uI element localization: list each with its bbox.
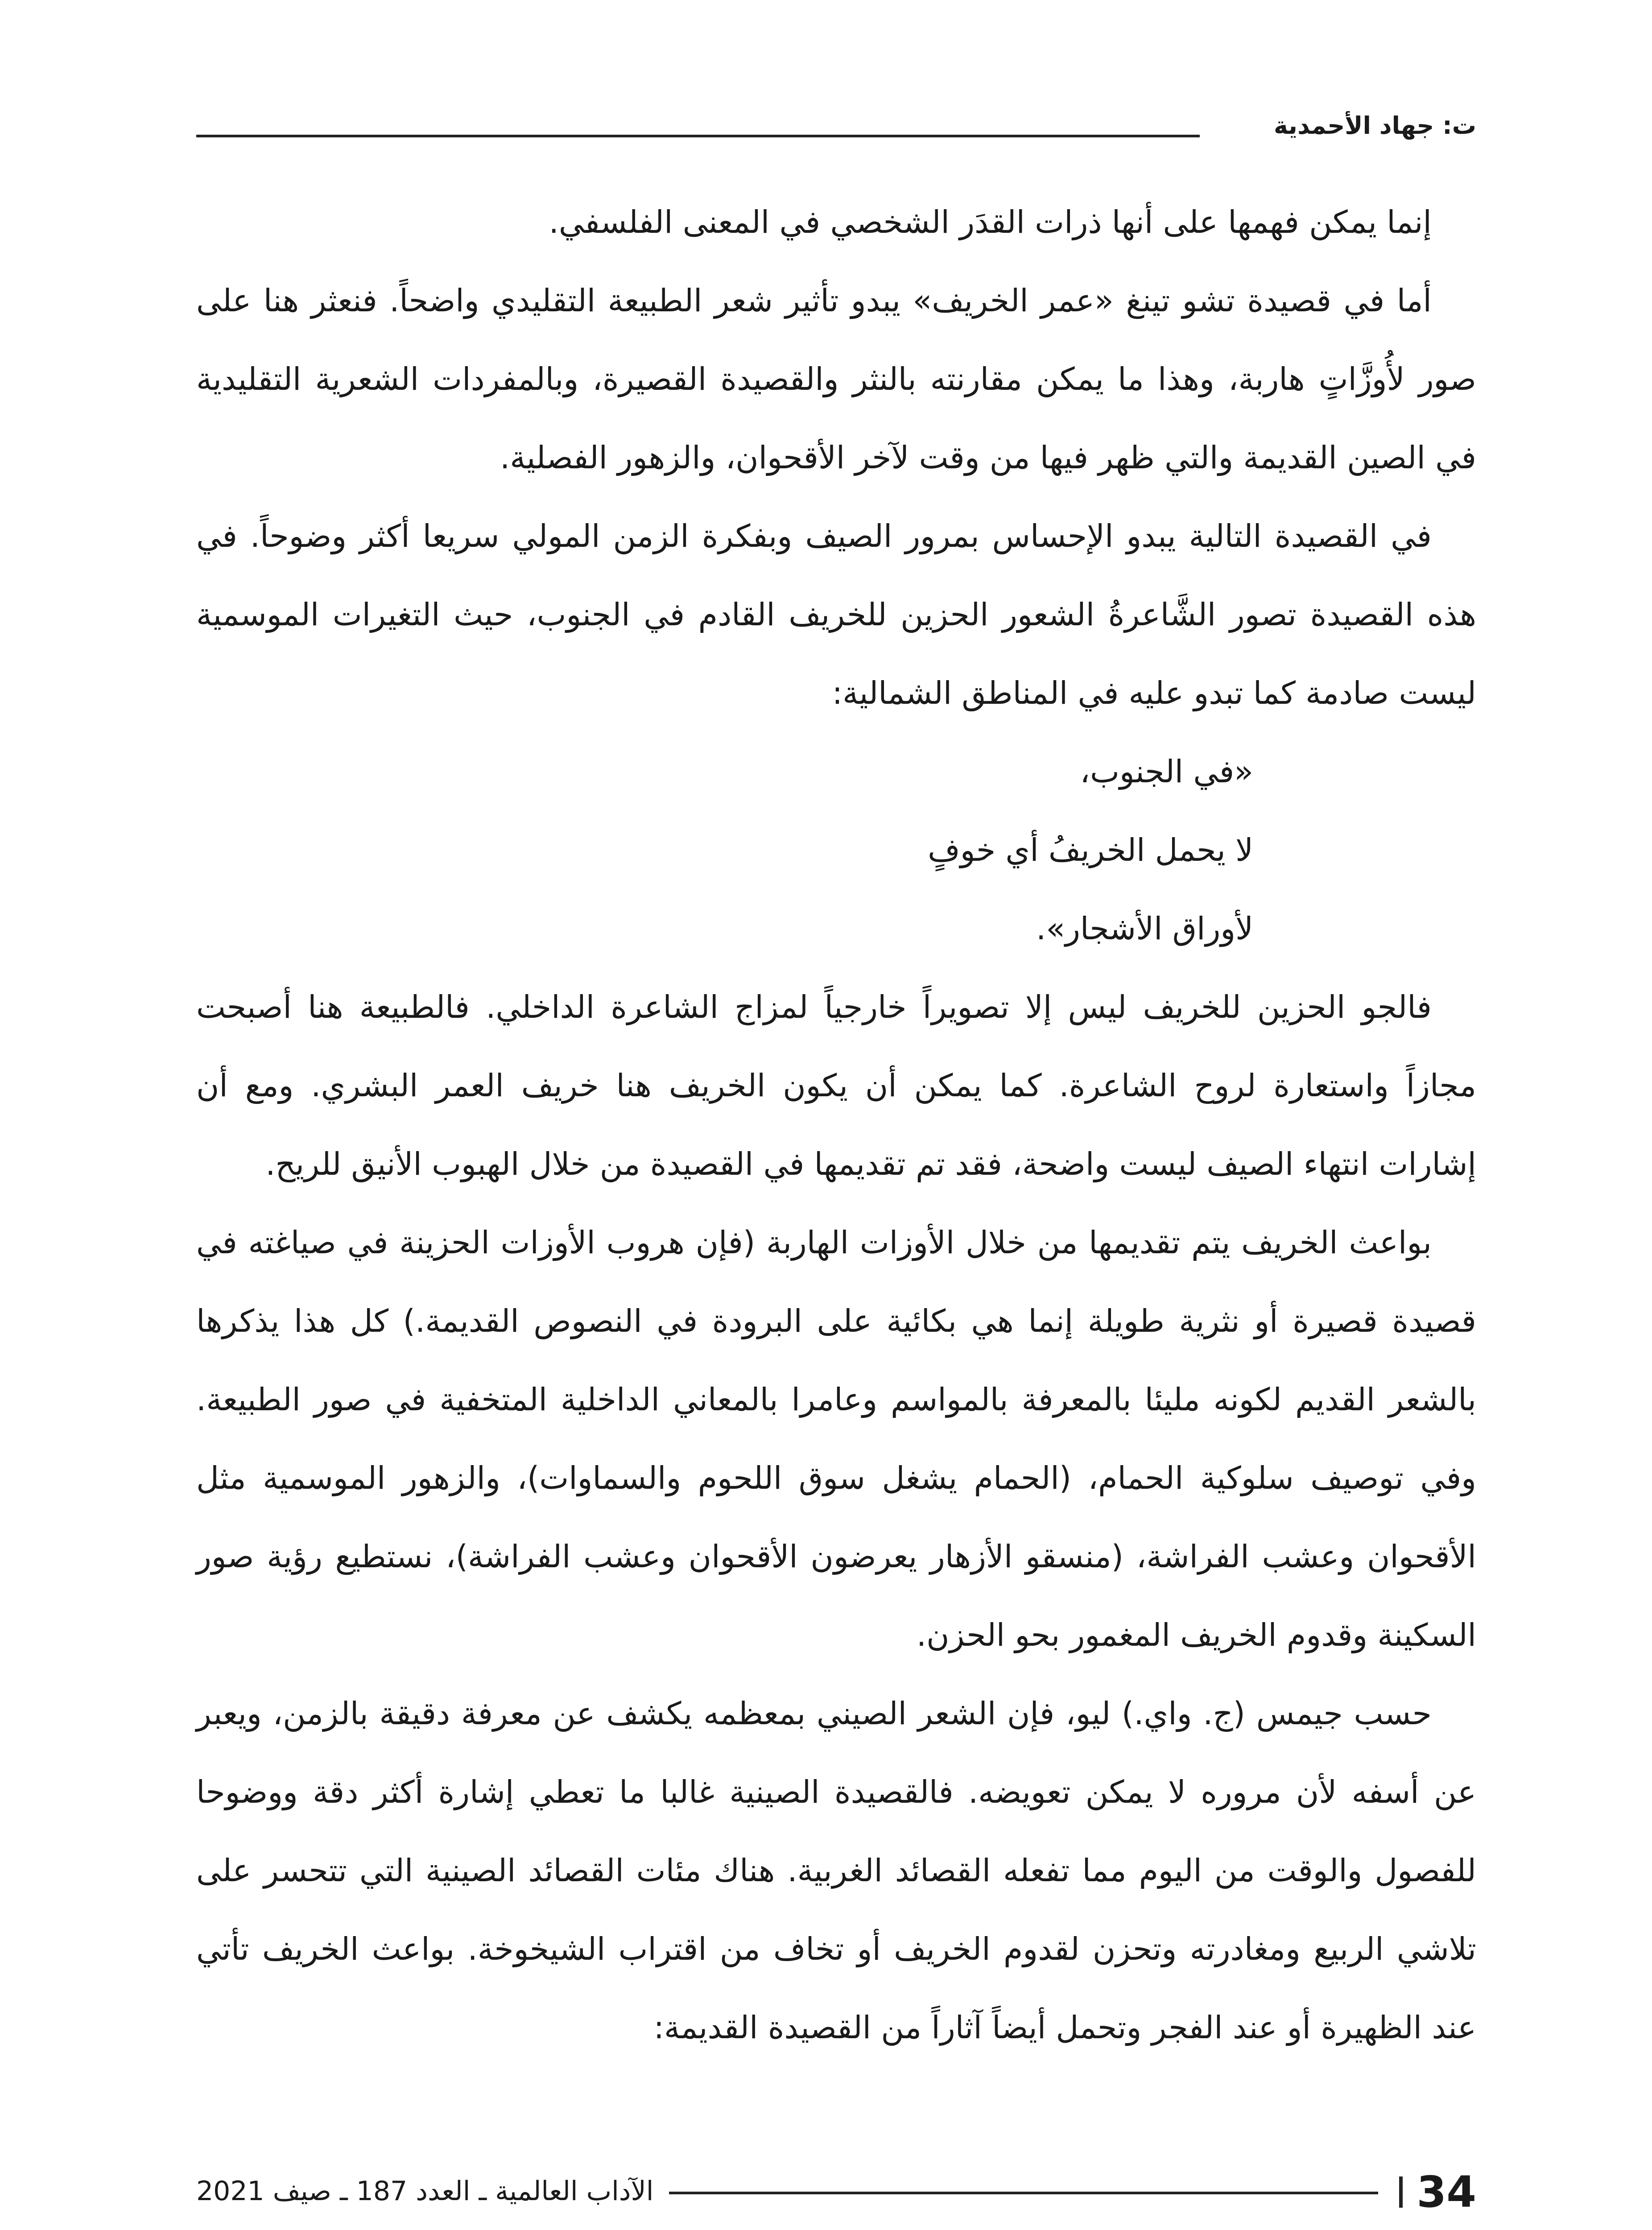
footer-separator [1399,2176,1403,2208]
paragraph: حسب جيمس (ج. واي.) ليو، فإن الشعر الصيني بمعظمه يكشف عن معرفة دقيقة بالزمن، ويعبر عن أسفه لأن مروره لا يمكن تعويضه. فالقصيدة الصينية غالبا ما تعطي إشارة أكثر دقة ووضوحا للفصول والوقت من اليوم مما تفعله القصائد الغربية. هناك مئات القصائد الصينية التي تتحسر على تلاشي الربيع ومغادرته وتحزن لقدوم الخريف أو تخاف من اقتراب الشيخوخة. بواعث الخريف تأتي عند الظهيرة أو عند الفجر وتحمل أيضاً آثاراً من القصيدة القديمة: [196,1695,1476,2046]
poem-quote [196,732,1476,968]
page-number: 34 [1417,2167,1476,2217]
header-rule [196,135,1200,137]
poem-line: لا يحمل الخريفُ أي خوفٍ [928,832,1253,868]
paragraph: أما في قصيدة تشو تينغ «عمر الخريف» يبدو تأثير شعر الطبيعة التقليدي واضحاً. فنعثر هنا على صور لأُوزَّاتٍ هاربة، وهذا ما يمكن مقارنته بالنثر والقصيدة القصيرة، وبالمفردات الشعرية التقليدية في الصين القديمة والتي ظهر فيها من وقت لآخر الأقحوان، والزهور الفصلية. [196,282,1476,476]
paragraph: إنما يمكن فهمها على أنها ذرات القدَر الشخصي في المعنى الفلسفي. [549,204,1432,240]
footer-rule [669,2192,1378,2194]
paragraph: في القصيدة التالية يبدو الإحساس بمرور الصيف وبفكرة الزمن المولي سريعا أكثر وضوحاً. في هذه القصيدة تصور الشَّاعرةُ الشعور الحزين للخريف القادم في الجنوب، حيث التغيرات الموسمية ليست صادمة كما تبدو عليه في المناطق الشمالية: [196,518,1476,711]
poem-line: «في الجنوب، [1080,753,1253,790]
article-body [196,183,1476,2067]
paragraph: فالجو الحزين للخريف ليس إلا تصويراً خارجياً لمزاج الشاعرة الداخلي. فالطبيعة هنا أصبحت مجازاً واستعارة لروح الشاعرة. كما يمكن أن يكون الخريف هنا خريف العمر البشري. ومع أن إشارات انتهاء الصيف ليست واضحة، فقد تم تقديمها في القصيدة من خلال الهبوب الأنيق للريح. [196,989,1476,1182]
translator-credit: ت: جهاد الأحمدية [1273,112,1476,140]
page-header [196,112,1476,147]
journal-issue: الآداب العالمية ـ العدد 187 ـ صيف 2021 [196,2176,654,2207]
paragraph: بواعث الخريف يتم تقديمها من خلال الأوزات الهاربة (فإن هروب الأوزات الحزينة في صياغته في قصيدة قصيرة أو نثرية طويلة إنما هي بكائية على البرودة في النصوص القديمة.) كل هذا يذكرها بالشعر القديم لكونه مليئا بالمعرفة بالمواسم وعامرا بالمعاني الداخلية المتخفية في صور الطبيعة. وفي توصيف سلوكية الحمام، (الحمام يشغل سوق اللحوم والسماوات)، والزهور الموسمية مثل الأقحوان وعشب الفراشة، (منسقو الأزهار يعرضون الأقحوان وعشب الفراشة)، نستطيع رؤية صور السكينة وقدوم الخريف المغمور بحو الحزن. [196,1224,1476,1653]
poem-line: لأوراق الأشجار». [1036,910,1253,947]
page-footer [196,2168,1476,2217]
